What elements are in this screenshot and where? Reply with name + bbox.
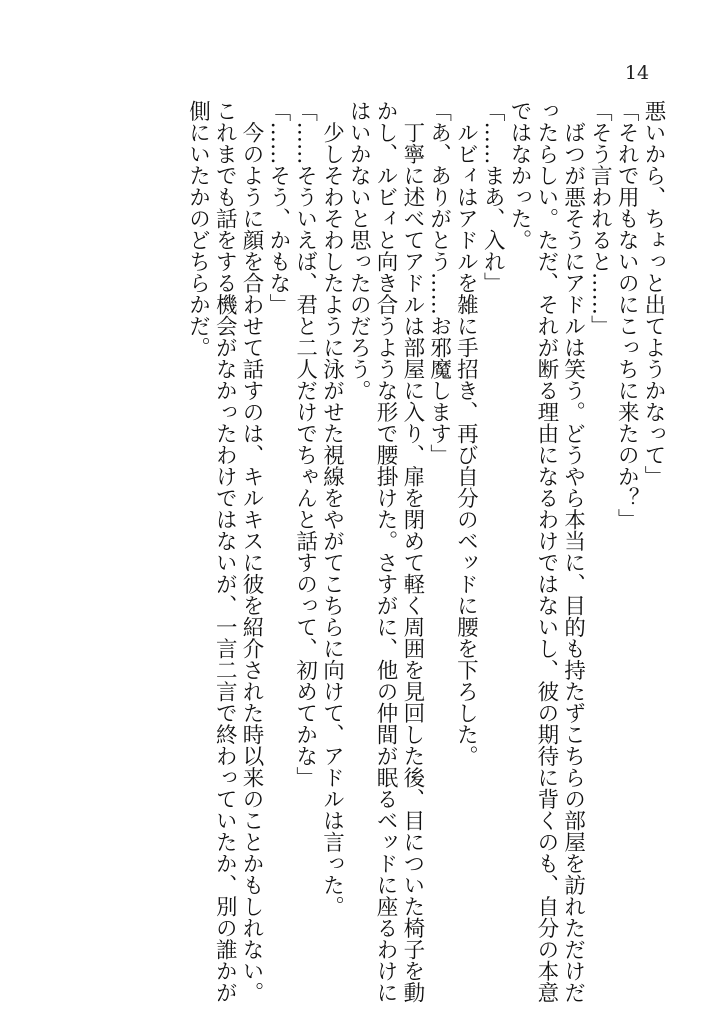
text-line: かし、ルビィと向き合うような形で腰掛けた。さすがに、他の仲間が眠るベッドに座るわけに [373, 100, 399, 1003]
text-line: ではなかった。 [507, 100, 533, 251]
text-line: 「……そう、かもな」 [265, 100, 291, 315]
text-line: 丁寧に述べてアドルは部屋に入り、扉を閉めて軽く周囲を見回した後、目についた椅子を動 [399, 100, 425, 1003]
page-number: 14 [624, 62, 650, 84]
text-line: 「それで用もないのにこっちに来たのか？」 [614, 100, 640, 530]
text-line: 「あ、ありがとう……お邪魔します」 [426, 100, 452, 466]
text-line: 悪いから、ちょっと出てようかなって」 [641, 100, 666, 487]
text-line: 今のように顔を合わせて話すのは、キルキスに彼を紹介された時以来のことかもしれない。 [239, 100, 265, 1003]
text-line: ばつが悪そうにアドルは笑う。どうやら本当に、目的も持たずこちらの部屋を訪れただけだ [560, 100, 586, 1003]
text-line: ルビィはアドルを雑に手招き、再び自分のベッドに腰を下ろした。 [453, 100, 479, 767]
vertical-body-text [184, 100, 666, 1003]
text-line: 「……まあ、入れ」 [480, 100, 506, 294]
text-line: 「そう言われると……」 [587, 100, 613, 337]
text-line: 側にいたかのどちらかだ。 [185, 100, 211, 358]
text-line: はいかないと思ったのだろう。 [346, 100, 372, 401]
text-line: 少しそわそわしたように泳がせた視線をやがてこちらに向けて、アドルは言った。 [319, 100, 345, 917]
text-line: ったらしい。ただ、それが断る理由になるわけではないし、彼の期待に背くのも、自分の本意 [533, 100, 559, 1003]
text-line: これまでも話をする機会がなかったわけではないが、一言二言で終わっていたか、別の誰かが [212, 100, 238, 1003]
text-line: 「……そういえば、君と二人だけでちゃんと話すのって、初めてかな」 [292, 100, 318, 788]
